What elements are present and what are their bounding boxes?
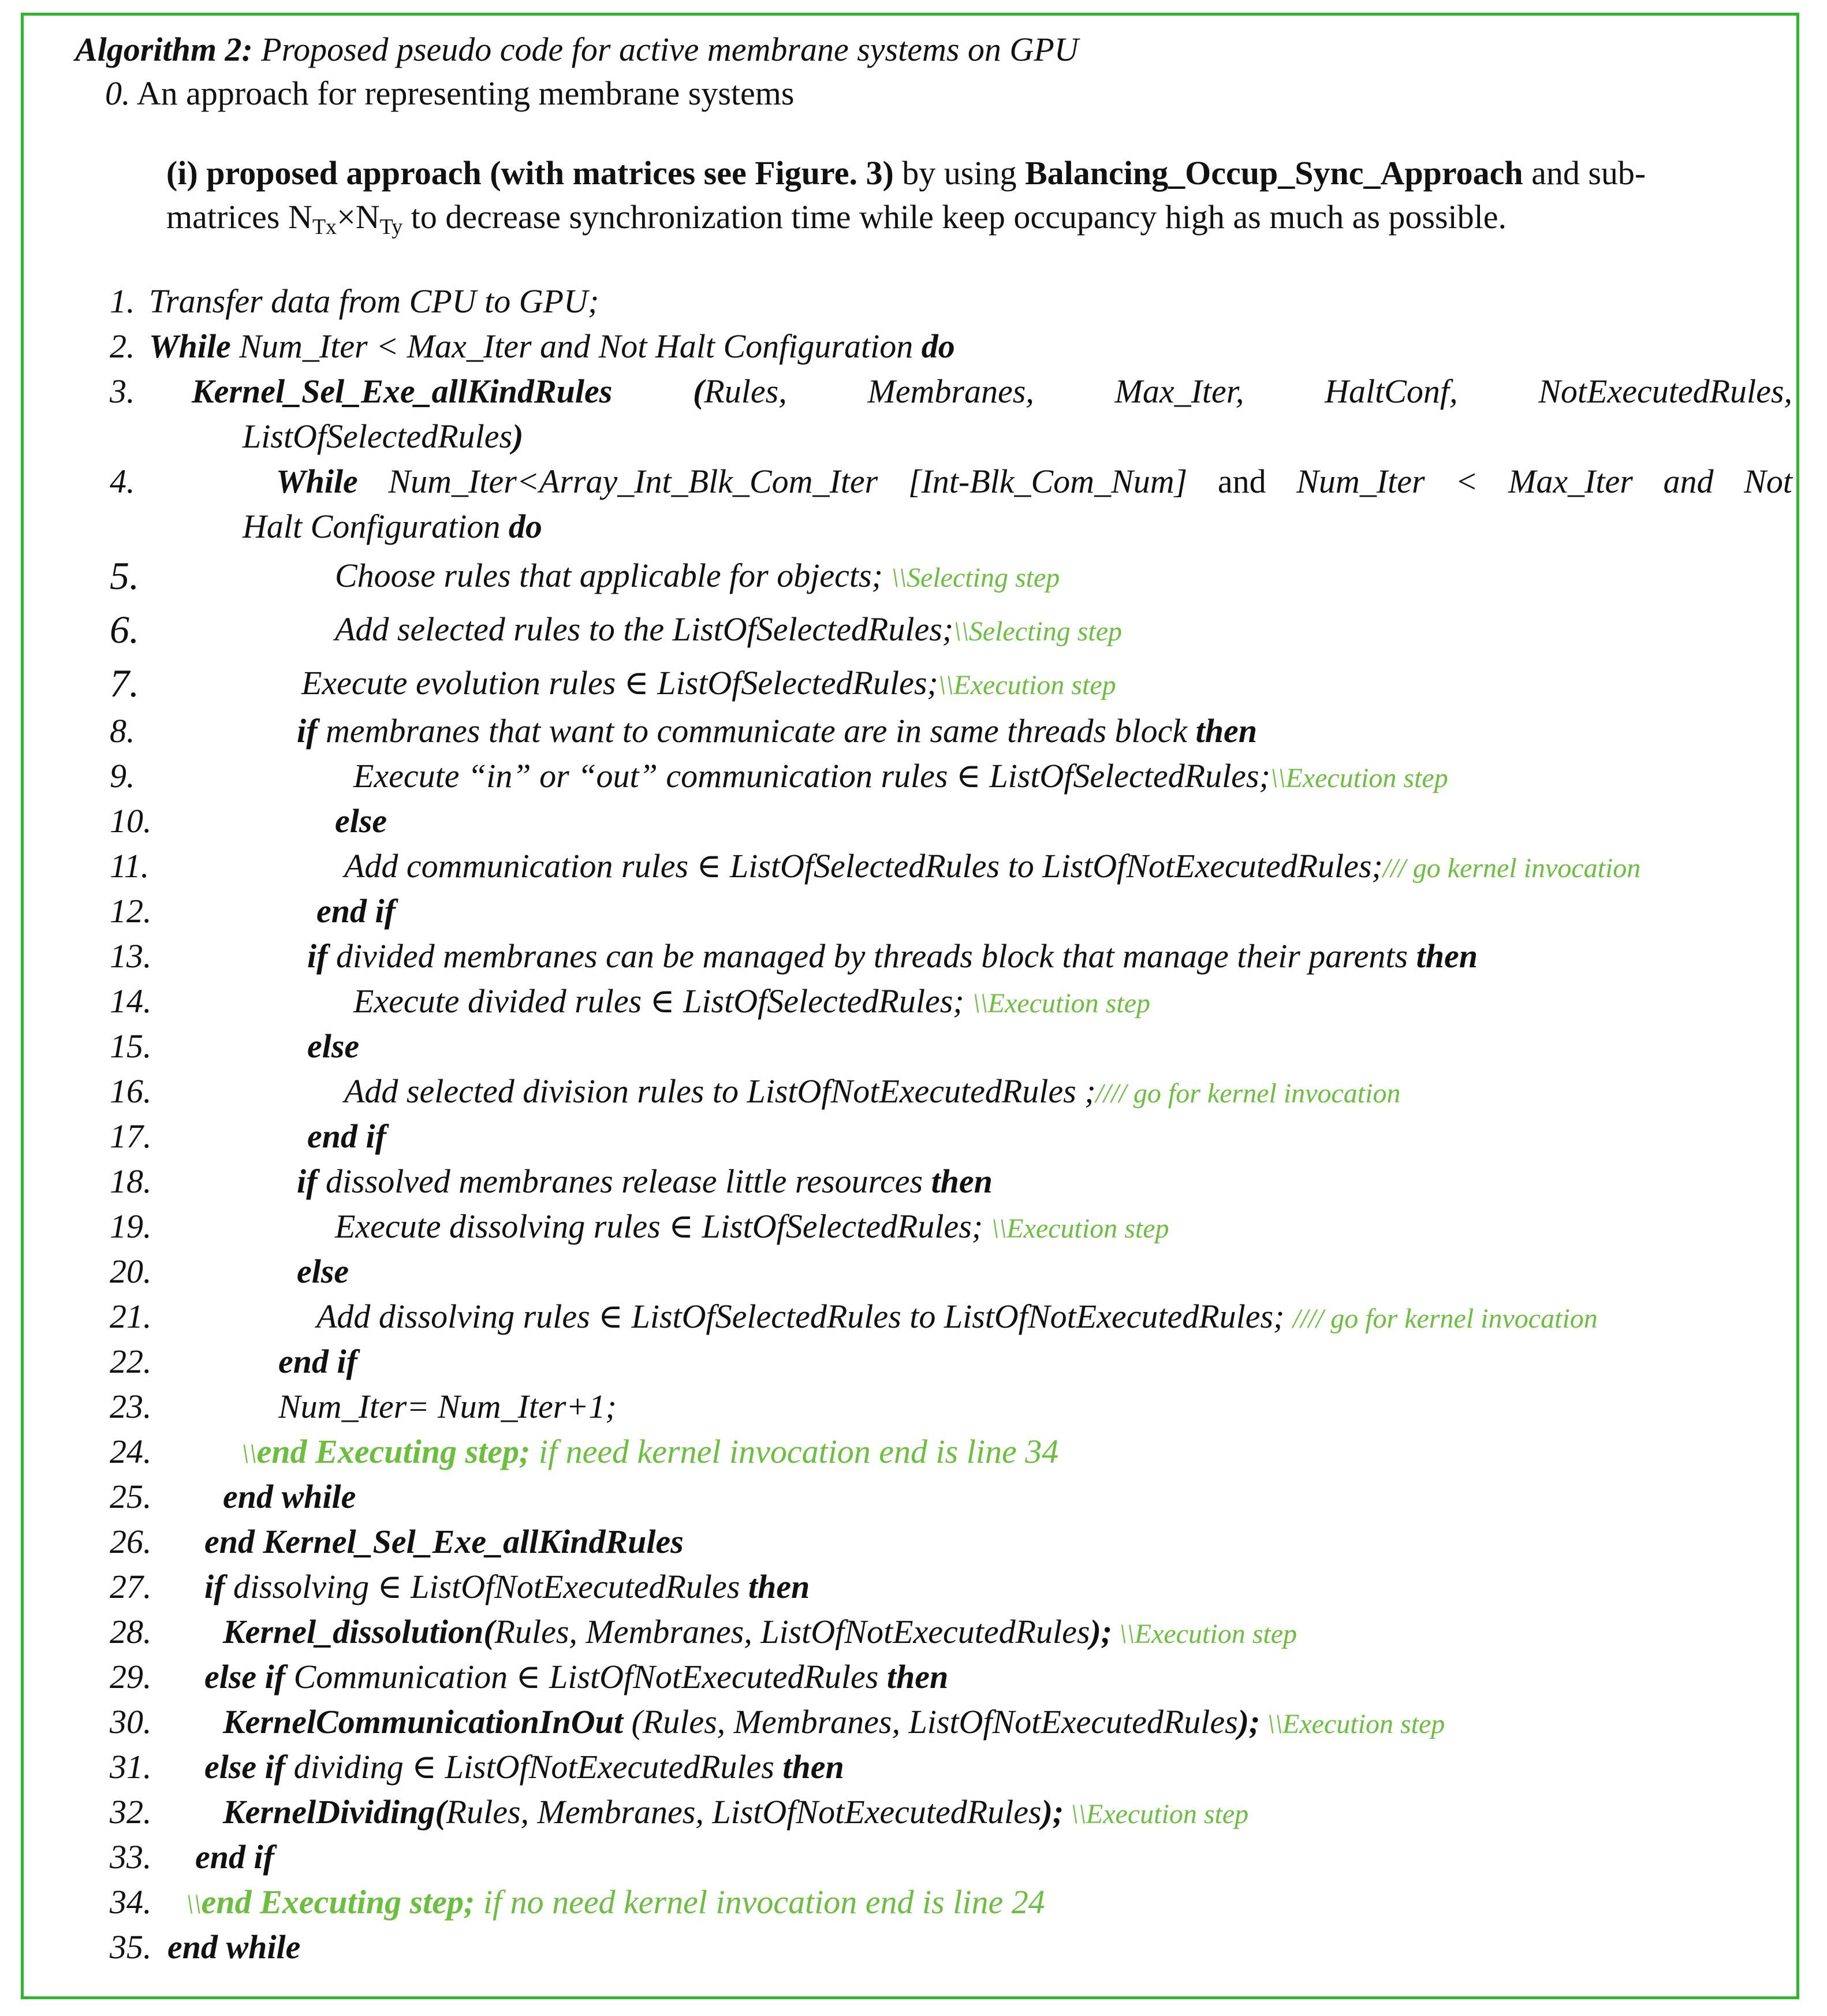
keyword: end while (223, 1478, 356, 1515)
keyword: do (921, 327, 955, 365)
keyword: end Kernel_Sel_Exe_allKindRules (204, 1523, 684, 1560)
line-text: Transfer data from CPU to GPU; (149, 282, 599, 320)
line-text: divided membranes can be managed by threads block that manage their parents (327, 937, 1416, 975)
arg: NotExecutedRules, (1538, 372, 1792, 410)
approach-name: Balancing_Occup_Sync_Approach (1024, 154, 1523, 192)
keyword: if (204, 1568, 225, 1605)
line-number: 23. (110, 1388, 152, 1425)
keyword: do (508, 508, 542, 545)
line-number: 13. (110, 937, 152, 975)
line-number: 20. (110, 1253, 152, 1290)
line-text: Execute evolution rules ∈ ListOfSelectedRules; (301, 664, 938, 702)
line-number: 6. (110, 608, 139, 651)
keyword: end while (167, 1928, 301, 1966)
comment: \\Execution step (938, 670, 1116, 700)
line-number: 35. (110, 1928, 152, 1966)
comment: \\ (186, 1889, 202, 1920)
approach-text: by using (893, 154, 1025, 192)
keyword: While (276, 463, 358, 500)
keyword: else (307, 1027, 360, 1065)
word: [Int-Blk_Com_Num] (908, 463, 1188, 500)
word: Max_Iter (1508, 463, 1633, 500)
word: and (1663, 463, 1714, 500)
line-text: Execute “in” or “out” communication rules ∈ ListOfSelectedRules; (353, 757, 1270, 795)
line-number: 3. (110, 372, 135, 410)
keyword: then (782, 1748, 844, 1786)
kernel-name: KernelDividing( (223, 1793, 446, 1831)
paren: ); (1090, 1613, 1113, 1650)
paren: ) (512, 418, 524, 455)
line-number: 8. (110, 712, 135, 750)
keyword: if (297, 1162, 318, 1200)
paren: ); (1041, 1793, 1064, 1831)
line-number: 30. (110, 1703, 152, 1741)
line-number: 22. (110, 1343, 152, 1380)
line-number: 26. (110, 1523, 152, 1560)
line-number: 12. (110, 892, 152, 930)
line-text: Add selected rules to the ListOfSelectedRules; (335, 610, 954, 648)
line-text: Rules, Membranes, ListOfNotExecutedRules (494, 1613, 1090, 1650)
line-number: 17. (110, 1117, 152, 1155)
step-0-text: An approach for representing membrane systems (130, 74, 795, 112)
line-number: 34. (110, 1883, 152, 1921)
line-number: 33. (110, 1838, 152, 1876)
keyword: then (931, 1162, 993, 1200)
comment: if no need kernel invocation end is line 24 (475, 1883, 1045, 1921)
line-text: Execute dissolving rules ∈ ListOfSelectedRules; (335, 1208, 991, 1245)
subscript: Tx (312, 215, 337, 239)
keyword: end if (316, 892, 396, 930)
line-text: Add communication rules ∈ ListOfSelectedRules to ListOfNotExecutedRules; (344, 847, 1383, 885)
line-text: Execute divided rules ∈ ListOfSelectedRules; (353, 982, 973, 1020)
line-number: 4. (110, 463, 135, 500)
line-number: 24. (110, 1433, 152, 1470)
arg: HaltConf, (1325, 372, 1458, 410)
line-text: Num_Iter < Max_Iter and Not Halt Configuration (230, 327, 922, 365)
keyword: then (1195, 712, 1258, 750)
keyword: if (297, 712, 318, 750)
arg: ListOfSelectedRules (243, 418, 513, 455)
keyword: then (1416, 937, 1478, 975)
line-number: 9. (110, 757, 135, 795)
keyword: else (335, 802, 387, 840)
keyword: While (149, 327, 231, 365)
arg: Max_Iter, (1114, 372, 1244, 410)
arg: Membranes, (867, 372, 1034, 410)
line-number: 1. (110, 282, 135, 320)
line-number: 27. (110, 1568, 152, 1605)
keyword: else (297, 1253, 349, 1290)
comment: \\Execution step (1112, 1619, 1297, 1649)
line-number: 16. (110, 1072, 152, 1110)
comment: \\Selecting step (891, 562, 1060, 593)
comment: \\Execution step (991, 1213, 1169, 1244)
line-text: dissolved membranes release little resources (317, 1162, 931, 1200)
approach-paragraph (166, 151, 1743, 249)
comment: \\Selecting step (953, 616, 1123, 647)
line-text: membranes that want to communicate are in same threads block (317, 712, 1196, 750)
step-0-number: 0. (105, 74, 130, 112)
keyword: end if (195, 1838, 274, 1876)
comment: if need kernel invocation end is line 34 (530, 1433, 1059, 1470)
line-text: Num_Iter= Num_Iter+1; (278, 1388, 617, 1425)
keyword: else if (204, 1658, 286, 1695)
keyword: then (748, 1568, 810, 1605)
comment: \\Execution step (972, 988, 1150, 1019)
line-number: 31. (110, 1748, 152, 1786)
subscript: Ty (379, 215, 403, 239)
line-number: 29. (110, 1658, 152, 1695)
line-number: 25. (110, 1478, 152, 1515)
line-text: (Rules, Membranes, ListOfNotExecutedRules (622, 1703, 1238, 1741)
comment: \\Execution step (1270, 763, 1448, 793)
comment: end Executing step; (256, 1433, 531, 1470)
line-number: 7. (110, 661, 139, 705)
approach-text: to decrease synchronization time while keep occupancy high as much as possible. (402, 198, 1507, 236)
line-text: Add dissolving rules ∈ ListOfSelectedRules to ListOfNotExecutedRules; (316, 1298, 1293, 1335)
comment: //// go for kernel invocation (1095, 1078, 1401, 1109)
line-text: Choose rules that applicable for objects; (335, 557, 892, 594)
word: and (1217, 463, 1266, 500)
approach-text: and sub-matrices N (166, 154, 1646, 236)
line-text: Communication ∈ ListOfNotExecutedRules (285, 1658, 887, 1695)
word: Not (1744, 463, 1792, 500)
line-text: dissolving ∈ ListOfNotExecutedRules (225, 1568, 748, 1605)
keyword: end if (278, 1343, 357, 1380)
comment: //// go for kernel invocation (1292, 1303, 1598, 1334)
line-number: 21. (110, 1298, 152, 1335)
algorithm-title (75, 30, 1079, 69)
keyword: else if (204, 1748, 286, 1786)
keyword: if (307, 937, 328, 975)
line-number: 10. (110, 802, 152, 840)
line-text: Rules, Membranes, ListOfNotExecutedRules (446, 1793, 1042, 1831)
kernel-name: Kernel_Sel_Exe_allKindRules (192, 372, 613, 410)
approach-text: ×N (337, 198, 380, 236)
kernel-name: KernelCommunicationInOut (223, 1703, 623, 1741)
title-text: Proposed pseudo code for active membrane systems on GPU (252, 31, 1079, 68)
word: < (1455, 463, 1478, 500)
line-text: Halt Configuration (243, 508, 509, 545)
line-number: 28. (110, 1613, 152, 1650)
line-number: 5. (110, 554, 139, 598)
line-number: 11. (110, 847, 150, 885)
line-number: 2. (110, 327, 135, 365)
comment: /// go kernel invocation (1382, 853, 1641, 884)
line-text: dividing ∈ ListOfNotExecutedRules (285, 1748, 783, 1786)
line-text: Add selected division rules to ListOfNotExecutedRules ; (344, 1072, 1096, 1110)
keyword: then (886, 1658, 949, 1695)
paren: ( (693, 372, 704, 410)
keyword: end if (307, 1117, 386, 1155)
line-number: 32. (110, 1793, 152, 1831)
line-number: 15. (110, 1027, 152, 1065)
line-number: 14. (110, 982, 152, 1020)
line-number: 19. (110, 1208, 152, 1245)
comment: end Executing step; (201, 1883, 475, 1921)
comment: \\Execution step (1260, 1709, 1445, 1739)
kernel-name: Kernel_dissolution( (223, 1613, 495, 1650)
paren: ); (1237, 1703, 1261, 1741)
step-0 (105, 74, 794, 113)
comment: \\Execution step (1064, 1799, 1249, 1829)
title-label: Algorithm 2: (75, 31, 253, 68)
approach-heading: (i) proposed approach (with matrices see Figure. 3) (166, 154, 894, 192)
word: Num_Iter (1296, 463, 1425, 500)
comment: \\ (241, 1439, 257, 1469)
word: Num_Iter<Array_Int_Blk_Com_Iter (388, 463, 878, 500)
arg: Rules, (704, 372, 787, 410)
line-number: 18. (110, 1162, 152, 1200)
